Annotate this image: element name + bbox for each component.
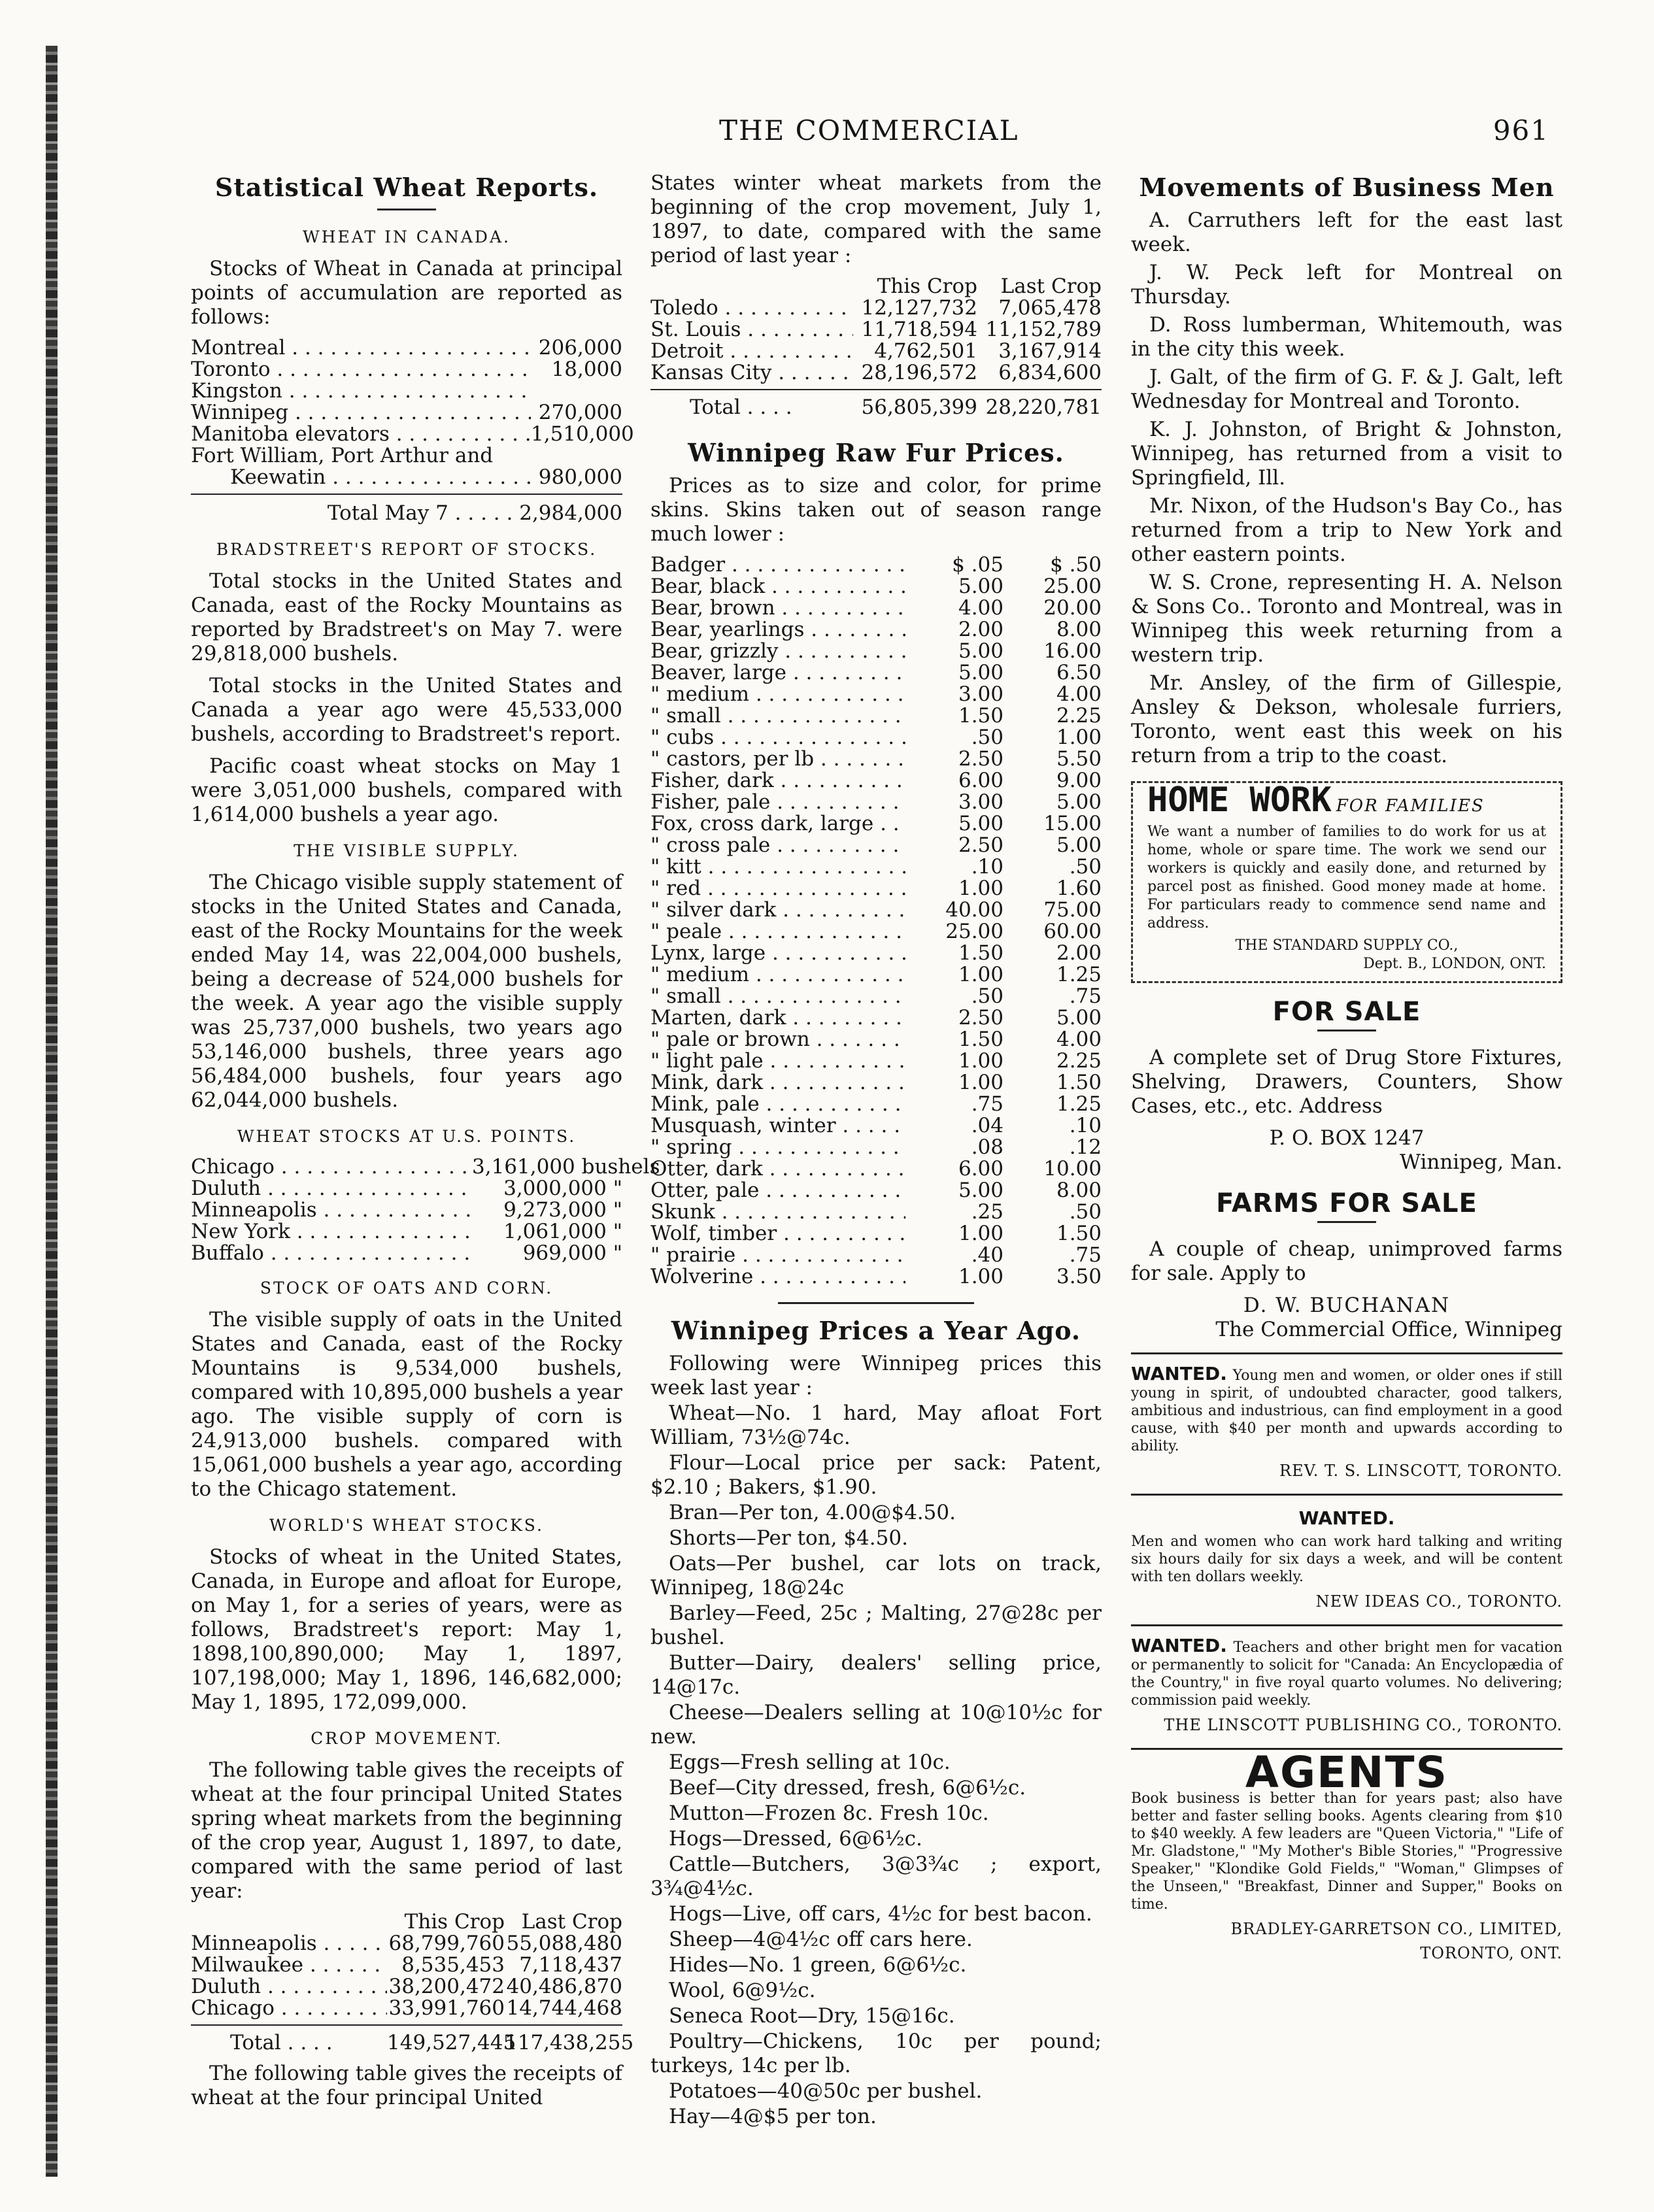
table-row: " red . . . 1.00 1.60 bbox=[650, 878, 1102, 899]
table-row: " small . . . .50 .75 bbox=[650, 986, 1102, 1007]
table-row: Fox, cross dark, large . . . 5.00 15.00 bbox=[650, 813, 1102, 835]
subhead-visible-supply: THE VISIBLE SUPPLY. bbox=[294, 841, 520, 860]
column-1 bbox=[191, 171, 660, 2118]
table-row: Fort William, Port Arthur and bbox=[191, 444, 494, 467]
price-line: Shorts—Per ton, $4.50. bbox=[669, 1526, 908, 1550]
table-row: " kitt . . . .10 .50 bbox=[650, 856, 1102, 878]
wanted-heading: WANTED. bbox=[1131, 1363, 1227, 1384]
price-line: Hogs—Dressed, 6@6½c. bbox=[669, 1827, 922, 1851]
rule bbox=[1131, 1624, 1562, 1626]
table-row: Otter, pale . . . 5.00 8.00 bbox=[650, 1180, 1102, 1201]
table-row: Otter, dark . . . 6.00 10.00 bbox=[650, 1158, 1102, 1180]
table-row: Lynx, large . . . 1.50 2.00 bbox=[650, 943, 1102, 964]
news-item: J. Galt, of the firm of G. F. & J. Galt, left Wednesday for Montreal and Toronto. bbox=[1131, 365, 1562, 413]
ad-signature: THE STANDARD SUPPLY CO., bbox=[1235, 937, 1459, 954]
table-header: This Crop Last Crop bbox=[877, 275, 1102, 298]
table-row: Wolf, timber . . . 1.00 1.50 bbox=[650, 1223, 1102, 1245]
ad-signature: NEW IDEAS CO., TORONTO. bbox=[1315, 1592, 1562, 1611]
canada-stocks-table bbox=[191, 336, 634, 526]
table-row: " small . . . 1.50 2.25 bbox=[650, 705, 1102, 727]
table-row: Skunk . . . .25 .50 bbox=[650, 1201, 1102, 1223]
table-row: Wolverine . . . 1.00 3.50 bbox=[650, 1266, 1102, 1288]
table-row: " cubs . . . .50 1.00 bbox=[650, 727, 1102, 748]
price-line: Seneca Root—Dry, 15@16c. bbox=[669, 2004, 955, 2028]
wanted-heading: WANTED. bbox=[1131, 1635, 1227, 1656]
page-number: 961 bbox=[1493, 114, 1549, 146]
home-work-advertisement bbox=[1131, 781, 1562, 983]
table-row: New York . . . 1,061,000 " bbox=[191, 1221, 622, 1243]
paragraph: The visible supply of oats in the United States and Canada, east of the Rocky Mountains is 9,534,000 bushels, compared with 10,895,000 bushels a year ago. The visible supply of corn is 24,913,000 bushels. compared with 15,061,000 bushels a year ago, according to the Chicago statement. bbox=[191, 1308, 622, 1501]
agents-heading: AGENTS bbox=[1245, 1747, 1449, 1798]
price-line: Butter—Dairy, dealers' selling price, 14@17c. bbox=[650, 1651, 1102, 1699]
paragraph: Pacific coast wheat stocks on May 1 were 3,051,000 bushels, compared with 1,614,000 bushels a year ago. bbox=[191, 754, 622, 826]
price-line: Cheese—Dealers selling at 10@10½c for new. bbox=[650, 1701, 1102, 1749]
news-item: W. S. Crone, representing H. A. Nelson & Sons Co.. Toronto and Montreal, was in Winnipeg this week returning from a western trip. bbox=[1131, 571, 1562, 667]
table-row: Marten, dark . . . 2.50 5.00 bbox=[650, 1007, 1102, 1029]
rule bbox=[1131, 1494, 1562, 1496]
ad-signature: THE LINSCOTT PUBLISHING CO., TORONTO. bbox=[1164, 1716, 1562, 1734]
table-row: Chicago . . . 3,161,000 bushels bbox=[191, 1156, 622, 1178]
table-row: Mink, dark . . . 1.00 1.50 bbox=[650, 1072, 1102, 1094]
price-line: Hides—No. 1 green, 6@6½c. bbox=[669, 1953, 967, 1977]
table-row: Bear, grizzly . . . 5.00 16.00 bbox=[650, 641, 1102, 662]
table-row: " medium . . . 1.00 1.25 bbox=[650, 964, 1102, 986]
rule bbox=[1131, 1352, 1562, 1354]
table-row: " peale . . . 25.00 60.00 bbox=[650, 921, 1102, 943]
binding-edge bbox=[46, 46, 58, 2177]
price-line: Flour—Local price per sack: Patent, $2.10 ; Bakers, $1.90. bbox=[650, 1451, 1102, 1499]
section-title: Winnipeg Raw Fur Prices. bbox=[688, 438, 1064, 467]
table-row: Chicago . . . 33,991,760 14,744,468 bbox=[191, 1998, 622, 2019]
sale-box-number: P. O. BOX 1247 bbox=[1269, 1126, 1425, 1150]
table-row: Manitoba elevators . . . 1,510,000 bbox=[191, 424, 622, 445]
table-row: Fisher, pale . . . 3.00 5.00 bbox=[650, 792, 1102, 813]
paragraph: Stocks of Wheat in Canada at principal points of accumulation are reported as follows: bbox=[191, 257, 622, 329]
table-row: Duluth . . . 3,000,000 " bbox=[191, 1178, 622, 1199]
column-2 bbox=[650, 171, 1102, 2130]
table-row: Badger . . . $ .05 $ .50 bbox=[650, 554, 1102, 576]
news-item: J. W. Peck left for Montreal on Thursday. bbox=[1131, 261, 1562, 309]
table-row: Milwaukee . . . 8,535,453 7,118,437 bbox=[191, 1954, 622, 1976]
price-line: Hay—4@$5 per ton. bbox=[669, 2105, 877, 2128]
price-line: Eggs—Fresh selling at 10c. bbox=[669, 1751, 951, 1774]
table-row: Mink, pale . . . .75 1.25 bbox=[650, 1094, 1102, 1115]
wanted-heading: WANTED. bbox=[1298, 1507, 1395, 1529]
table-row: Bear, black . . . 5.00 25.00 bbox=[650, 576, 1102, 597]
news-item: Mr. Nixon, of the Hudson's Bay Co., has returned from a trip to New York and other eastern points. bbox=[1131, 494, 1562, 566]
price-line: Sheep—4@4½c off cars here. bbox=[669, 1928, 973, 1951]
price-line: Hogs—Live, off cars, 4½c for best bacon. bbox=[669, 1902, 1092, 1926]
table-row: Toledo . . . 12,127,732 7,065,478 bbox=[650, 297, 1102, 319]
sale-city: Winnipeg, Man. bbox=[1400, 1150, 1562, 1174]
table-row: St. Louis . . . 11,718,594 11,152,789 bbox=[650, 319, 1102, 341]
price-line: Wool, 6@9½c. bbox=[669, 1979, 816, 2002]
subhead-crop: CROP MOVEMENT. bbox=[311, 1729, 503, 1748]
table-row: " silver dark . . . 40.00 75.00 bbox=[650, 899, 1102, 921]
news-item: A. Carruthers left for the east last week. bbox=[1131, 209, 1562, 256]
subhead-bradstreet: BRADSTREET'S REPORT OF STOCKS. bbox=[216, 540, 598, 559]
year-ago-prices bbox=[650, 1352, 1102, 2129]
winter-wheat-table bbox=[650, 276, 1102, 418]
table-row: Buffalo . . . 969,000 " bbox=[191, 1243, 622, 1264]
wanted-ad-2: Men and women who can work hard talking and writing six hours daily for six days a week, and will be content with ten dollars weekly. bbox=[1131, 1533, 1562, 1585]
price-line: Following were Winnipeg prices this week last year : bbox=[650, 1352, 1102, 1399]
news-item: Mr. Ansley, of the firm of Gillespie, Ansley & Dekson, wholesale furriers, Toronto, went east this week on his return from a trip to the coast. bbox=[1131, 671, 1562, 767]
table-row: " pale or brown . . . 1.50 4.00 bbox=[650, 1029, 1102, 1050]
table-row: Bear, brown . . . 4.00 20.00 bbox=[650, 597, 1102, 619]
section-title: Winnipeg Prices a Year Ago. bbox=[671, 1316, 1081, 1345]
ad-text: We want a number of families to do work for us at home, whole or spare time. The work we send our workers is quickly and easily done, and returned by parcel post as finished. Good money made at home. For particulars ready to commence send name and address. bbox=[1147, 824, 1546, 931]
table-row: " light pale . . . 1.00 2.25 bbox=[650, 1050, 1102, 1072]
page-header bbox=[654, 108, 1549, 154]
price-line: Poultry—Chickens, 10c per pound; turkeys, 14c per lb. bbox=[650, 2030, 1102, 2077]
ad-signature: REV. T. S. LINSCOTT, TORONTO. bbox=[1279, 1462, 1562, 1480]
paragraph: A complete set of Drug Store Fixtures, Shelving, Drawers, Counters, Show Cases, etc., etc. Address bbox=[1131, 1046, 1562, 1118]
rule bbox=[377, 209, 436, 210]
news-item: K. J. Johnston, of Bright & Johnston, Winnipeg, has returned from a visit to Springfield, Ill. bbox=[1131, 418, 1562, 490]
paragraph: Total stocks in the United States and Canada, east of the Rocky Mountains as reported by Bradstreet's on May 7. were 29,818,000 bushels. bbox=[191, 569, 622, 665]
table-row: Beaver, large . . . 5.00 6.50 bbox=[650, 662, 1102, 684]
paragraph: The following table gives the receipts of wheat at the four principal United States spring wheat markets from the beginning of the crop year, August 1, 1897, to date, compared with the same period of last year: bbox=[191, 1758, 622, 1903]
paragraph: States winter wheat markets from the beginning of the crop movement, July 1, 1897, to date, compared with the same period of last year : bbox=[650, 171, 1102, 267]
news-item: D. Ross lumberman, Whitemouth, was in the city this week. bbox=[1131, 313, 1562, 361]
business-movements bbox=[1131, 209, 1562, 768]
price-line: Oats—Per bushel, car lots on track, Winnipeg, 18@24c bbox=[650, 1552, 1102, 1600]
price-line: Potatoes—40@50c per bushel. bbox=[669, 2079, 983, 2103]
table-row: " prairie . . . .40 .75 bbox=[650, 1245, 1102, 1266]
column-3 bbox=[1131, 171, 1562, 1975]
subhead-us-points: WHEAT STOCKS AT U.S. POINTS. bbox=[237, 1127, 577, 1146]
table-row: " castors, per lb . . . 2.50 5.50 bbox=[650, 748, 1102, 770]
price-line: Mutton—Frozen 8c. Fresh 10c. bbox=[669, 1801, 989, 1825]
for-sale-heading: FOR SALE bbox=[1272, 997, 1421, 1027]
price-line: Beef—City dressed, fresh, 6@6½c. bbox=[669, 1776, 1026, 1800]
farms-contact-office: The Commercial Office, Winnipeg bbox=[1215, 1318, 1562, 1341]
price-line: Barley—Feed, 25c ; Malting, 27@28c per bushel. bbox=[650, 1601, 1102, 1649]
table-total: Total . . . . 56,805,399 28,220,781 bbox=[650, 389, 1102, 418]
table-row: Montreal . . . 206,000 bbox=[191, 337, 622, 359]
table-total: Total . . . . 149,527,445 117,438,255 bbox=[191, 2024, 622, 2054]
table-row: " cross pale . . . 2.50 5.00 bbox=[650, 835, 1102, 856]
section-title: Statistical Wheat Reports. bbox=[214, 173, 599, 202]
farms-contact-name: D. W. BUCHANAN bbox=[1243, 1294, 1451, 1317]
paragraph: Prices as to size and color, for prime skins. Skins taken out of season range much lower : bbox=[650, 474, 1102, 546]
price-line: Wheat—No. 1 hard, May afloat Fort William, 73½@74c. bbox=[650, 1401, 1102, 1449]
table-row: " medium . . . 3.00 4.00 bbox=[650, 684, 1102, 705]
price-line: Bran—Per ton, 4.00@$4.50. bbox=[669, 1501, 956, 1524]
subhead-oats-corn: STOCK OF OATS AND CORN. bbox=[260, 1279, 554, 1298]
table-row: Keewatin . . . 980,000 bbox=[191, 467, 622, 488]
paragraph: Total stocks in the United States and Canada a year ago were 45,533,000 bushels, according to Bradstreet's report. bbox=[191, 674, 622, 746]
wanted-ad-1: WANTED. Young men and women, or older ones if still young in spirit, of undoubted character, good talkers, ambitious and industrious, can find employment in a good cause, with $40 per month and upwards according to ability. bbox=[1131, 1363, 1562, 1454]
wanted-ad-3: WANTED. Teachers and other bright men for vacation or permanently to solicit for "Canada: An Encyclopædia of the Country," in five royal quarto volumes. No delivering; commission paid weekly. bbox=[1131, 1635, 1562, 1709]
subhead-world: WORLD'S WHEAT STOCKS. bbox=[269, 1516, 544, 1535]
paragraph: The Chicago visible supply statement of stocks in the United States and Canada, east of the Rocky Mountains for the week ended May 14, was 22,004,000 bushels, being a decrease of 524,000 bushels for the week. A year ago the visible supply was 25,737,000 bushels, two years ago 53,146,000 bushels, three years ago 56,484,000 bushels, four years ago 62,044,000 bushels. bbox=[191, 871, 622, 1112]
table-row: Kingston . . . bbox=[191, 380, 622, 402]
fur-price-table bbox=[650, 554, 1102, 1288]
table-row: Detroit . . . 4,762,501 3,167,914 bbox=[650, 341, 1102, 362]
section-title: Movements of Business Men bbox=[1139, 173, 1555, 202]
table-row: Bear, yearlings . . . 2.00 8.00 bbox=[650, 619, 1102, 641]
crop-table bbox=[191, 1910, 634, 2054]
paragraph: The following table gives the receipts of wheat at the four principal United bbox=[191, 2062, 622, 2109]
table-row: Musquash, winter . . . .04 .10 bbox=[650, 1115, 1102, 1137]
table-row: " spring . . . .08 .12 bbox=[650, 1137, 1102, 1158]
farms-heading: FARMS FOR SALE bbox=[1216, 1188, 1477, 1218]
table-header: This Crop Last Crop bbox=[404, 1910, 622, 1934]
table-row: Fisher, dark . . . 6.00 9.00 bbox=[650, 770, 1102, 792]
rule bbox=[1317, 1030, 1376, 1031]
table-row: Winnipeg . . . 270,000 bbox=[191, 402, 622, 424]
rule bbox=[778, 1302, 974, 1304]
paragraph: Stocks of wheat in the United States, Canada, in Europe and afloat for Europe, on May 1, for a series of years, were as follows, Bradstreet's report: May 1, 1898,100,890,000; May 1, 1897, 107,198,000; May 1, 1896, 146,682,000; May 1, 1895, 172,099,000. bbox=[191, 1545, 622, 1714]
ad-subhead: FOR FAMILIES bbox=[1336, 796, 1485, 816]
rule bbox=[1317, 1221, 1376, 1223]
price-line: Cattle—Butchers, 3@3¾c ; export, 3¾@4½c. bbox=[650, 1852, 1102, 1900]
paragraph: A couple of cheap, unimproved farms for sale. Apply to bbox=[1131, 1237, 1562, 1285]
ad-signature: BRADLEY-GARRETSON CO., LIMITED, TORONTO, ONT. bbox=[1230, 1920, 1562, 1962]
agents-ad-text: Book business is better than for years past; also have better and faster selling books. Agents clearing from $10 to $40 weekly. A few leaders are "Queen Victoria," "Life of Mr. Gladstone," "My Mother's Bible Stories," "Progressive Speaker," "Klondike Gold Fields," "Woman," Glimpses of the Unseen," "Breakfast, Dinner and Supper," Books on time. bbox=[1131, 1790, 1562, 1913]
running-title: THE COMMERCIAL bbox=[719, 114, 1019, 146]
table-row: Toronto . . . 18,000 bbox=[191, 359, 622, 380]
table-row: Minneapolis . . . 68,799,760 55,088,480 bbox=[191, 1933, 622, 1954]
subhead-canada: WHEAT IN CANADA. bbox=[303, 227, 511, 246]
table-row: Duluth . . . 38,200,472 40,486,870 bbox=[191, 1976, 622, 1998]
table-row: Minneapolis . . . 9,273,000 " bbox=[191, 1199, 622, 1221]
ad-headline: HOME WORK bbox=[1147, 780, 1332, 820]
table-row: Kansas City . . . 28,196,572 6,834,600 bbox=[650, 362, 1102, 384]
table-total: Total May 7 . . . . . 2,984,000 bbox=[191, 494, 622, 526]
ad-address: Dept. B., LONDON, ONT. bbox=[1363, 956, 1546, 972]
us-stocks-table bbox=[191, 1155, 660, 1265]
